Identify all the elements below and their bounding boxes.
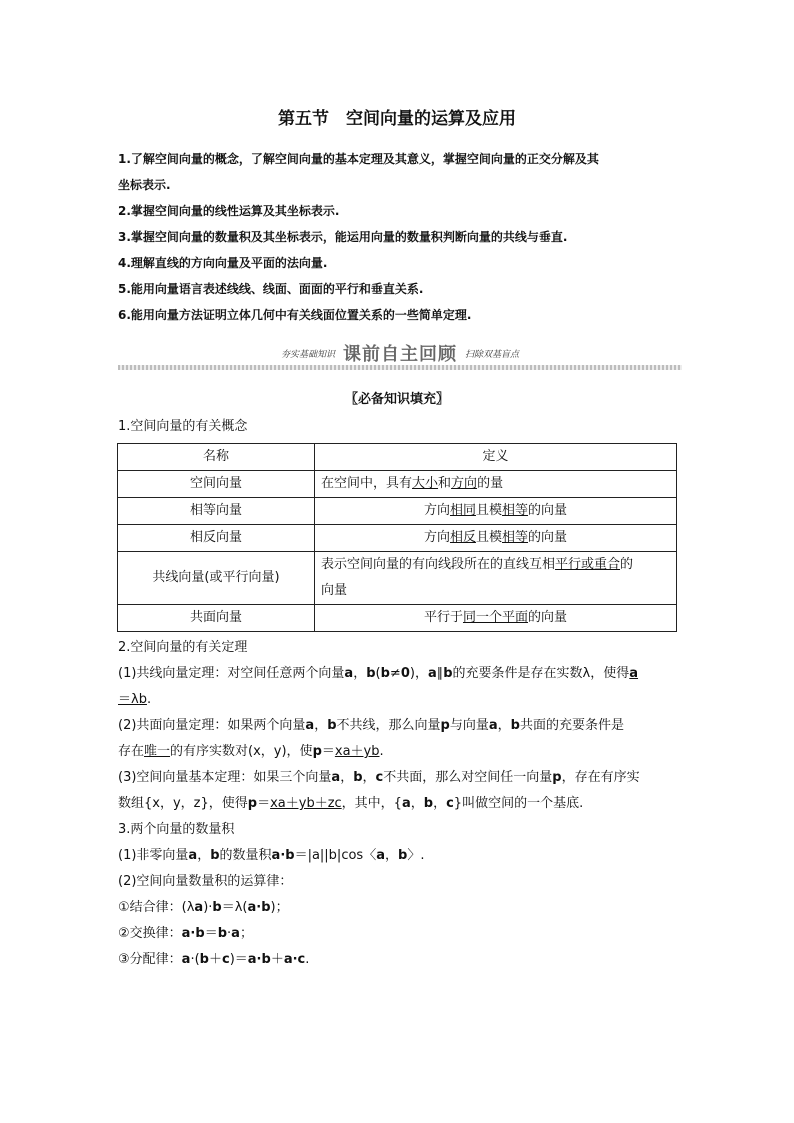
page-title: 第五节 空间向量的运算及应用: [278, 109, 516, 129]
objective-line: 1.了解空间向量的概念，了解空间向量的基本定理及其意义，掌握空间向量的正交分解及其: [118, 152, 599, 166]
section-banner: [118, 340, 682, 370]
coplanar-theorem: (2)共面向量定理：如果两个向量a，b不共线，那么向量p与向量a，b共面的充要条件是: [118, 718, 624, 733]
term-cell: 共面向量: [118, 605, 315, 632]
section-3-heading: 3.两个向量的数量积: [118, 822, 235, 837]
table-row: [118, 498, 677, 525]
table-row: [118, 525, 677, 552]
dot-product-laws-intro: (2)空间向量数量积的运算律：: [118, 874, 293, 889]
distributive-law: ③分配律：a·(b＋c)＝a·b＋a·c.: [118, 952, 310, 967]
associative-law: ①结合律：(λa)·b＝λ(a·b)；: [118, 900, 289, 915]
objective-line: 2.掌握空间向量的线性运算及其坐标表示.: [118, 204, 340, 218]
definition-cell: 在空间中，具有大小和方向的量: [315, 471, 677, 498]
basis-theorem-cont: 数组{x，y，z}，使得p＝xa＋yb＋zc，其中，{a，b，c}叫做空间的一个基底.: [118, 796, 584, 811]
objective-line: 4.理解直线的方向向量及平面的法向量.: [118, 256, 328, 270]
objective-line: 3.掌握空间向量的数量积及其坐标表示，能运用向量的数量积判断向量的共线与垂直.: [118, 230, 568, 244]
basis-theorem: (3)空间向量基本定理：如果三个向量a，b，c不共面，那么对空间任一向量p，存在有序实: [118, 770, 640, 785]
term-cell: 共线向量(或平行向量): [118, 552, 315, 605]
banner-right-text: 扫除双基盲点: [465, 349, 520, 360]
definition-cell: 方向相同且模相等的向量: [315, 498, 677, 525]
section-2-heading: 2.空间向量的有关定理: [118, 640, 248, 655]
objective-line: 坐标表示.: [118, 178, 171, 192]
header-def-cell: 定义: [315, 444, 677, 471]
section-2: [118, 635, 680, 973]
term-cell: 相等向量: [118, 498, 315, 525]
term-cell: 相反向量: [118, 525, 315, 552]
objective-line: 6.能用向量方法证明立体几何中有关线面位置关系的一些简单定理.: [118, 308, 472, 322]
section-1-heading: 1.空间向量的有关概念: [118, 419, 248, 434]
learning-objectives: [118, 146, 683, 328]
term-cell: 空间向量: [118, 471, 315, 498]
collinear-theorem-cont: ＝λb.: [118, 692, 152, 707]
header-name-cell: 名称: [118, 444, 315, 471]
concepts-table: [117, 443, 677, 632]
commutative-law: ②交换律：a·b＝b·a；: [118, 926, 253, 941]
coplanar-theorem-cont: 存在唯一的有序实数对(x，y)，使p＝xa＋yb.: [118, 744, 384, 759]
definition-cell: 方向相反且模相等的向量: [315, 525, 677, 552]
objective-line: 5.能用向量语言表述线线、线面、面面的平行和垂直关系.: [118, 282, 424, 296]
table-row: [118, 605, 677, 632]
table-row: [118, 552, 677, 605]
definition-cell: 平行于同一个平面的向量: [315, 605, 677, 632]
definition-cell: 表示空间向量的有向线段所在的直线互相平行或重合的 向量: [315, 552, 677, 605]
collinear-theorem: (1)共线向量定理：对空间任意两个向量a，b(b≠0)，a∥b的充要条件是存在实数λ，使得a: [118, 666, 639, 681]
banner-left-text: 夯实基础知识: [280, 349, 335, 360]
table-header-row: [118, 444, 677, 471]
dot-product-definition: (1)非零向量a，b的数量积a·b＝|a||b|cos〈a，b〉.: [118, 848, 425, 863]
banner-title: 课前自主回顾: [343, 344, 457, 365]
table-row: [118, 471, 677, 498]
knowledge-heading: 〖必备知识填充〗: [344, 392, 449, 407]
